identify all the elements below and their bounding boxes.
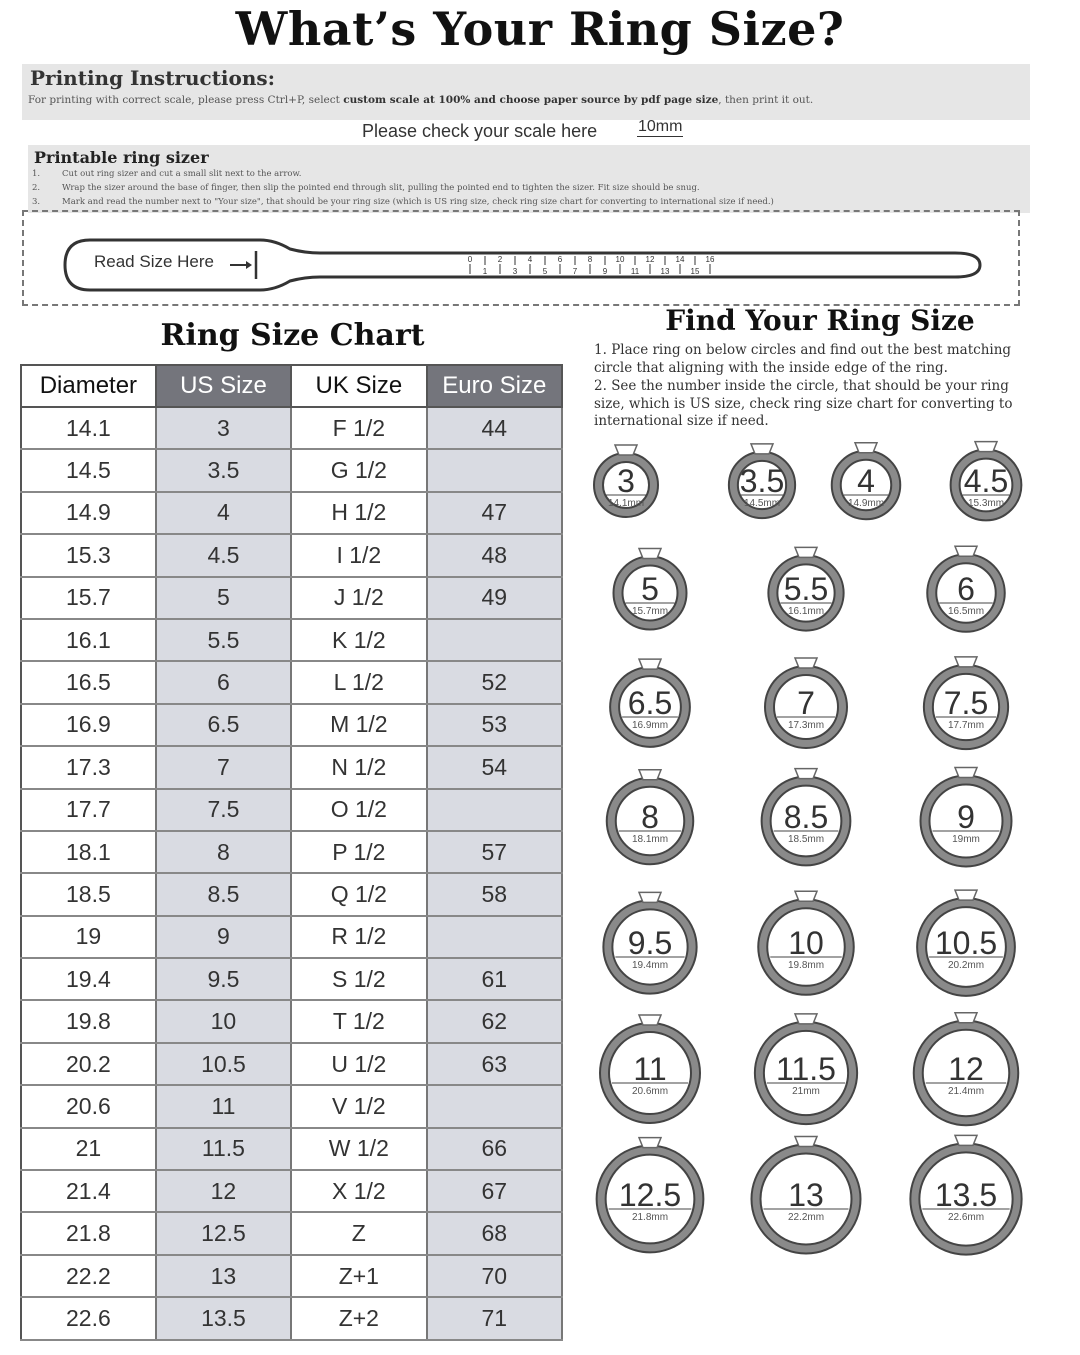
scale-label: 13 — [660, 267, 670, 276]
table-row — [21, 704, 562, 746]
ring-circle — [921, 768, 1012, 867]
cell-diameter: 14.9 — [21, 492, 156, 534]
cell-uk-size: Z — [291, 1212, 426, 1254]
diamond-icon — [795, 1137, 817, 1147]
diamond-icon — [795, 891, 817, 901]
table-row — [21, 958, 562, 1000]
scale-label: 6 — [557, 255, 563, 264]
ring-size-label: 10.5 — [934, 925, 998, 961]
table-row — [21, 1212, 562, 1254]
cell-uk-size: K 1/2 — [291, 619, 426, 661]
ring-diameter-label: 15.3mm — [967, 498, 1005, 509]
cell-diameter: 19 — [21, 916, 156, 958]
scale-label: 8 — [587, 255, 593, 264]
cell-euro-size — [427, 619, 562, 661]
ring-circles-grid — [570, 430, 1050, 1315]
ring-circle — [768, 547, 843, 630]
ring-size-label: 9.5 — [627, 925, 673, 961]
cell-euro-size — [427, 449, 562, 491]
diamond-icon — [795, 547, 817, 557]
cell-uk-size: I 1/2 — [291, 534, 426, 576]
table-row — [21, 1128, 562, 1170]
find-step-text: Place ring on below circles and find out the best matching circle that aligning with the inside edge of the ring. — [594, 342, 1012, 376]
cell-us-size: 8 — [156, 831, 291, 873]
cell-euro-size: 53 — [427, 704, 562, 746]
cell-euro-size: 48 — [427, 534, 562, 576]
diamond-icon — [639, 549, 661, 559]
table-row — [21, 1170, 562, 1212]
ring-diameter-label: 22.6mm — [947, 1212, 985, 1223]
table-row — [21, 1085, 562, 1127]
cell-diameter: 19.8 — [21, 1000, 156, 1042]
table-row — [21, 1297, 562, 1339]
ring-diameter-label: 16.5mm — [947, 606, 985, 617]
cell-diameter: 14.5 — [21, 449, 156, 491]
ring-circle — [917, 890, 1015, 996]
cell-euro-size: 66 — [427, 1128, 562, 1170]
cell-euro-size: 68 — [427, 1212, 562, 1254]
ring-circle — [924, 657, 1008, 749]
cell-euro-size: 54 — [427, 746, 562, 788]
cell-us-size: 7.5 — [156, 789, 291, 831]
scale-label: 0 — [467, 255, 473, 264]
find-size-title: Find Your Ring Size — [665, 304, 975, 337]
table-row — [21, 1043, 562, 1085]
table-row — [21, 1000, 562, 1042]
printing-text-before: For printing with correct scale, please press Ctrl+P, select — [28, 94, 344, 106]
diamond-icon — [955, 890, 977, 900]
cell-uk-size: W 1/2 — [291, 1128, 426, 1170]
table-row — [21, 407, 562, 449]
table-row — [21, 661, 562, 703]
ring-size-label: 3 — [617, 463, 635, 499]
ring-size-label: 4.5 — [963, 463, 1009, 499]
cell-us-size: 4 — [156, 492, 291, 534]
cell-diameter: 22.6 — [21, 1297, 156, 1339]
diamond-icon — [955, 768, 977, 778]
cell-uk-size: P 1/2 — [291, 831, 426, 873]
cell-us-size: 6.5 — [156, 704, 291, 746]
cell-us-size: 3.5 — [156, 449, 291, 491]
sizer-step-number: 2. — [32, 183, 41, 193]
ring-circle — [594, 445, 658, 517]
diamond-icon — [639, 892, 661, 902]
ring-size-label: 5 — [641, 571, 659, 607]
cell-diameter: 20.6 — [21, 1085, 156, 1127]
table-row — [21, 873, 562, 915]
diamond-icon — [795, 1014, 817, 1024]
cell-diameter: 20.2 — [21, 1043, 156, 1085]
find-step — [594, 342, 1034, 377]
ring-circle — [597, 1138, 704, 1253]
ring-circle — [752, 1137, 861, 1254]
cell-us-size: 7 — [156, 746, 291, 788]
cell-us-size: 12 — [156, 1170, 291, 1212]
ring-size-label: 4 — [857, 463, 875, 499]
cell-diameter: 22.2 — [21, 1255, 156, 1297]
cell-uk-size: O 1/2 — [291, 789, 426, 831]
ring-diameter-label: 17.7mm — [947, 720, 985, 731]
ring-circle — [765, 658, 847, 748]
ring-size-table — [20, 364, 563, 1341]
cell-us-size: 11.5 — [156, 1128, 291, 1170]
ring-diameter-label: 19.4mm — [631, 960, 669, 971]
cell-us-size: 5 — [156, 577, 291, 619]
table-row — [21, 534, 562, 576]
sizer-step-text: Mark and read the number next to "Your size", that should be your ring size (which is US ring size, check ring size chart for converting to international size if need.) — [62, 197, 774, 207]
diamond-icon — [795, 658, 817, 668]
header-us-size: US Size — [156, 365, 291, 407]
cell-euro-size — [427, 916, 562, 958]
ring-circle — [614, 549, 687, 630]
scale-label: 16 — [705, 255, 715, 264]
ring-size-label: 13 — [788, 1177, 824, 1213]
page-title: What’s Your Ring Size? — [235, 2, 845, 56]
ring-size-label: 8.5 — [783, 799, 829, 835]
diamond-icon — [855, 443, 877, 453]
ring-circle — [607, 770, 694, 865]
sizer-step — [32, 183, 1022, 193]
read-size-label: Read Size Here — [94, 252, 215, 271]
table-row — [21, 449, 562, 491]
cell-diameter: 18.1 — [21, 831, 156, 873]
ring-circle — [729, 444, 795, 518]
ring-diameter-label: 22.2mm — [787, 1212, 825, 1223]
cell-us-size: 9 — [156, 916, 291, 958]
table-row — [21, 746, 562, 788]
cell-us-size: 3 — [156, 407, 291, 449]
ring-diameter-label: 15.7mm — [631, 606, 669, 617]
diamond-icon — [795, 769, 817, 779]
ring-size-label: 7.5 — [943, 685, 989, 721]
scale-label: 3 — [512, 267, 518, 276]
diamond-icon — [615, 445, 637, 455]
cell-euro-size — [427, 789, 562, 831]
ring-diameter-label: 14.9mm — [847, 498, 885, 509]
printing-text-bold: custom scale at 100% and choose paper source by pdf page size — [343, 94, 719, 106]
cell-diameter: 16.9 — [21, 704, 156, 746]
cell-us-size: 13 — [156, 1255, 291, 1297]
cell-diameter: 17.7 — [21, 789, 156, 831]
cell-euro-size: 70 — [427, 1255, 562, 1297]
cell-uk-size: Q 1/2 — [291, 873, 426, 915]
ring-diameter-label: 14.5mm — [743, 498, 781, 509]
cell-us-size: 9.5 — [156, 958, 291, 1000]
diamond-icon — [639, 770, 661, 780]
printing-text-after: , then print it out. — [718, 94, 814, 106]
ring-diameter-label: 16.1mm — [787, 606, 825, 617]
ring-diameter-label: 19mm — [952, 834, 980, 845]
printable-sizer-heading: Printable ring sizer — [34, 148, 209, 167]
ring-size-label: 5.5 — [783, 571, 829, 607]
cell-euro-size: 62 — [427, 1000, 562, 1042]
cell-us-size: 11 — [156, 1085, 291, 1127]
cell-us-size: 10.5 — [156, 1043, 291, 1085]
cell-diameter: 15.7 — [21, 577, 156, 619]
cell-euro-size: 63 — [427, 1043, 562, 1085]
cell-euro-size — [427, 1085, 562, 1127]
cell-diameter: 18.5 — [21, 873, 156, 915]
cell-diameter: 16.5 — [21, 661, 156, 703]
cell-us-size: 12.5 — [156, 1212, 291, 1254]
cell-euro-size: 52 — [427, 661, 562, 703]
ring-diameter-label: 17.3mm — [787, 720, 825, 731]
ring-circle — [951, 442, 1022, 521]
ring-size-label: 13.5 — [934, 1177, 998, 1213]
scale-label: 5 — [542, 267, 548, 276]
scale-label: 4 — [527, 255, 533, 264]
header-diameter: Diameter — [21, 365, 156, 407]
scale-label: 7 — [572, 267, 578, 276]
ring-circle — [927, 546, 1005, 632]
cell-uk-size: S 1/2 — [291, 958, 426, 1000]
ring-size-label: 10 — [788, 925, 824, 961]
find-step — [594, 378, 1034, 431]
cell-euro-size: 61 — [427, 958, 562, 1000]
cell-diameter: 16.1 — [21, 619, 156, 661]
cell-euro-size: 49 — [427, 577, 562, 619]
cell-uk-size: X 1/2 — [291, 1170, 426, 1212]
cell-euro-size: 47 — [427, 492, 562, 534]
cell-uk-size: V 1/2 — [291, 1085, 426, 1127]
cell-diameter: 21.4 — [21, 1170, 156, 1212]
cell-euro-size: 57 — [427, 831, 562, 873]
ring-circle — [610, 659, 690, 747]
cell-uk-size: U 1/2 — [291, 1043, 426, 1085]
ring-size-label: 6 — [957, 571, 975, 607]
diamond-icon — [955, 657, 977, 667]
cell-euro-size: 71 — [427, 1297, 562, 1339]
ring-circle — [832, 443, 901, 520]
cell-uk-size: Z+1 — [291, 1255, 426, 1297]
sizer-step — [32, 169, 1022, 179]
ring-circle — [600, 1015, 700, 1123]
table-header-row — [21, 365, 562, 407]
ring-size-label: 3.5 — [739, 463, 785, 499]
sizer-step-text: Cut out ring sizer and cut a small slit next to the arrow. — [62, 169, 302, 179]
scale-label: 1 — [482, 267, 488, 276]
scale-label: 15 — [690, 267, 700, 276]
cell-uk-size: G 1/2 — [291, 449, 426, 491]
table-row — [21, 916, 562, 958]
ring-size-label: 6.5 — [627, 685, 673, 721]
ring-size-label: 9 — [957, 799, 975, 835]
ring-size-label: 11 — [633, 1051, 667, 1087]
sizer-step-text: Wrap the sizer around the base of finger, then slip the pointed end through slit, pulling the pointed end to tighten the sizer. Fit size should be snug. — [62, 183, 700, 193]
scale-label: 2 — [497, 255, 503, 264]
cell-us-size: 5.5 — [156, 619, 291, 661]
table-row — [21, 789, 562, 831]
cell-diameter: 14.1 — [21, 407, 156, 449]
table-row — [21, 1255, 562, 1297]
ring-size-label: 12.5 — [618, 1177, 682, 1213]
table-row — [21, 831, 562, 873]
ring-diameter-label: 20.2mm — [947, 960, 985, 971]
cell-us-size: 6 — [156, 661, 291, 703]
ring-diameter-label: 21.4mm — [947, 1086, 985, 1097]
ring-circle — [914, 1013, 1019, 1126]
ring-circle — [603, 892, 696, 993]
diamond-icon — [955, 1013, 977, 1023]
printing-instructions-text — [28, 94, 1028, 106]
cell-euro-size: 58 — [427, 873, 562, 915]
cell-uk-size: N 1/2 — [291, 746, 426, 788]
scale-check-label: Please check your scale here — [362, 121, 598, 141]
scale-label: 9 — [602, 267, 608, 276]
ring-circle — [755, 1014, 857, 1124]
scale-label: 12 — [645, 255, 655, 264]
diamond-icon — [639, 659, 661, 669]
cell-euro-size: 44 — [427, 407, 562, 449]
scale-label: 14 — [675, 255, 685, 264]
cell-us-size: 8.5 — [156, 873, 291, 915]
diamond-icon — [955, 1135, 977, 1145]
cell-us-size: 13.5 — [156, 1297, 291, 1339]
cell-diameter: 21.8 — [21, 1212, 156, 1254]
printing-instructions-heading: Printing Instructions: — [30, 66, 276, 90]
header-euro-size: Euro Size — [427, 365, 562, 407]
cell-uk-size: L 1/2 — [291, 661, 426, 703]
chart-title: Ring Size Chart — [160, 318, 425, 353]
find-step-number: 2. — [594, 378, 607, 394]
ring-diameter-label: 19.8mm — [787, 960, 825, 971]
table-row — [21, 619, 562, 661]
ring-diameter-label: 18.1mm — [631, 834, 669, 845]
table-row — [21, 577, 562, 619]
cell-uk-size: F 1/2 — [291, 407, 426, 449]
ring-circle — [762, 769, 851, 866]
ring-diameter-label: 21mm — [792, 1086, 820, 1097]
ring-diameter-label: 21.8mm — [631, 1212, 669, 1223]
ring-size-label: 12 — [948, 1051, 984, 1087]
ring-diameter-label: 14.1mm — [607, 498, 645, 509]
sizer-step-number: 1. — [32, 169, 41, 179]
diamond-icon — [751, 444, 773, 454]
cell-diameter: 19.4 — [21, 958, 156, 1000]
cell-diameter: 17.3 — [21, 746, 156, 788]
ring-diameter-label: 16.9mm — [631, 720, 669, 731]
header-uk-size: UK Size — [291, 365, 426, 407]
diamond-icon — [975, 442, 997, 452]
cell-uk-size: H 1/2 — [291, 492, 426, 534]
table-row — [21, 492, 562, 534]
cell-diameter: 21 — [21, 1128, 156, 1170]
ring-diameter-label: 18.5mm — [787, 834, 825, 845]
cell-euro-size: 67 — [427, 1170, 562, 1212]
cell-uk-size: Z+2 — [291, 1297, 426, 1339]
cell-us-size: 10 — [156, 1000, 291, 1042]
ring-diameter-label: 20.6mm — [631, 1086, 669, 1097]
scale-check-value: 10mm — [638, 118, 683, 135]
scale-label: 11 — [630, 267, 640, 276]
find-step-text: See the number inside the circle, that should be your ring size, which is US size, check ring size chart for converting to international size if need. — [594, 378, 1013, 429]
find-step-number: 1. — [594, 342, 607, 358]
diamond-icon — [955, 546, 977, 556]
sizer-step — [32, 197, 1022, 207]
cell-uk-size: R 1/2 — [291, 916, 426, 958]
cell-us-size: 4.5 — [156, 534, 291, 576]
diamond-icon — [639, 1015, 661, 1025]
ring-size-label: 11.5 — [776, 1051, 836, 1087]
cell-uk-size: J 1/2 — [291, 577, 426, 619]
diamond-icon — [639, 1138, 661, 1148]
ring-size-label: 7 — [797, 685, 815, 721]
ring-circle — [910, 1135, 1021, 1254]
cell-diameter: 15.3 — [21, 534, 156, 576]
scale-label: 10 — [615, 255, 625, 264]
ring-size-label: 8 — [641, 799, 659, 835]
ring-circle — [758, 891, 854, 995]
cell-uk-size: T 1/2 — [291, 1000, 426, 1042]
sizer-step-number: 3. — [32, 197, 41, 207]
cell-uk-size: M 1/2 — [291, 704, 426, 746]
